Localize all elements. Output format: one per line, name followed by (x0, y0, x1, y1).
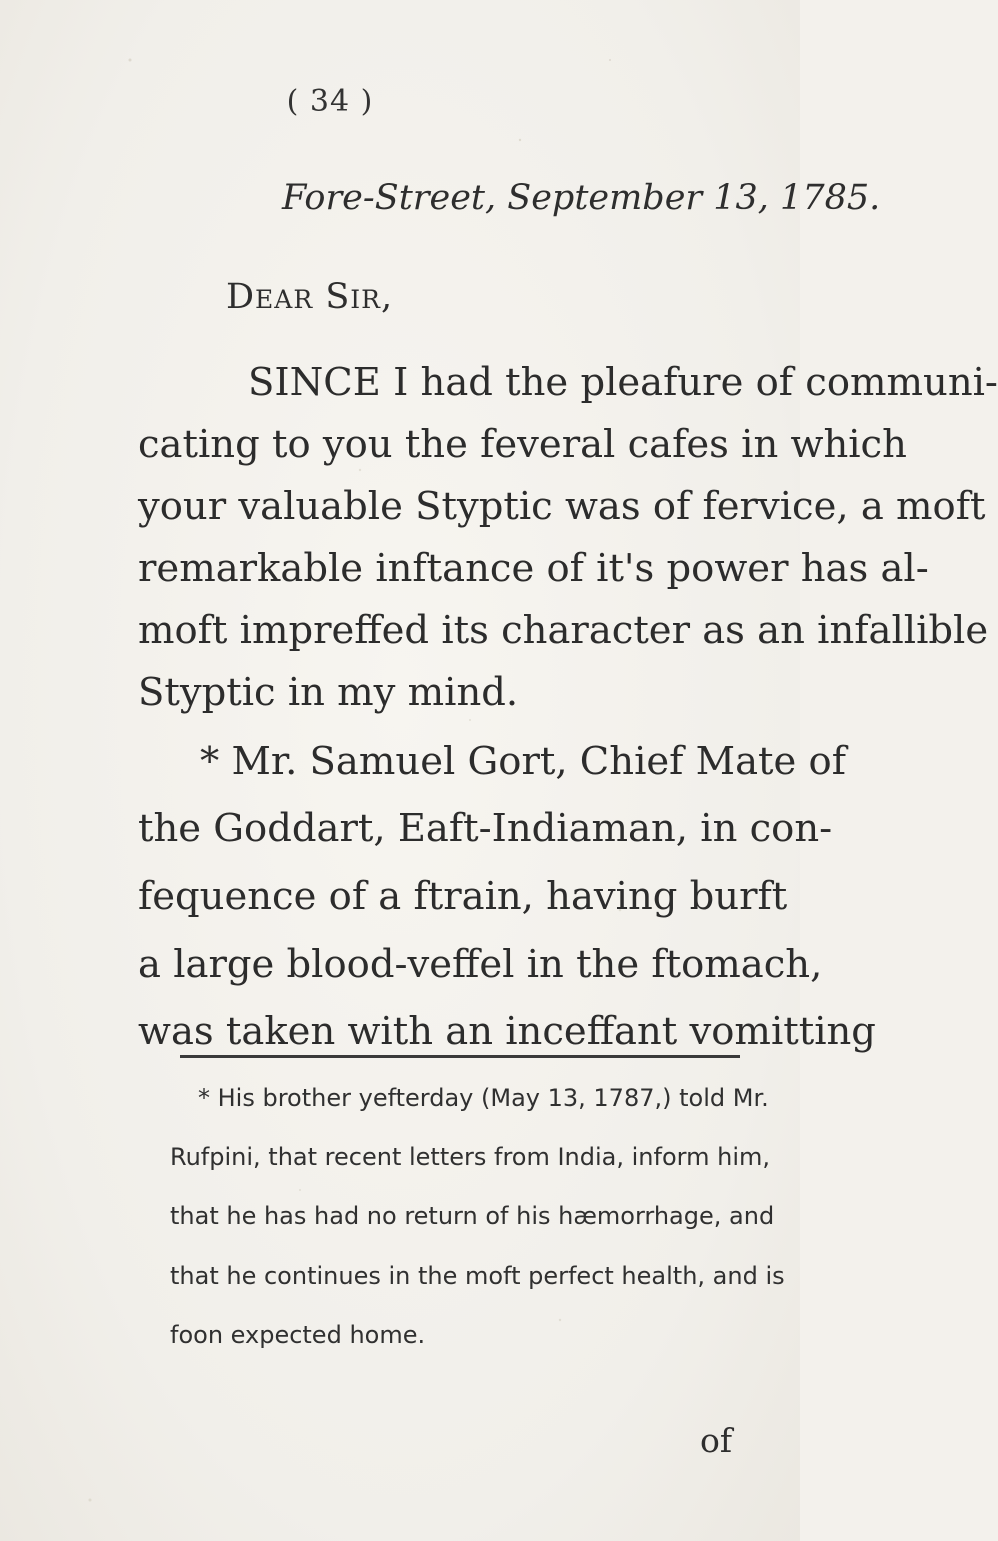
footnote-line: Rufpini, that recent letters from India, inform him, (170, 1143, 770, 1171)
body-line: your valuable Styptic was of fervice, a moft (138, 484, 986, 529)
body-line: Styptic in my mind. (138, 670, 519, 715)
body-line: was taken with an inceffant vomitting (138, 1009, 876, 1054)
footnote-line: foon expected home. (170, 1321, 426, 1349)
footnote-line: that he has had no return of his hæmorrhage, and (170, 1202, 775, 1230)
body-line: * Mr. Samuel Gort, Chief Mate of (200, 739, 846, 784)
letter-salutation: Dear Sir, (226, 277, 394, 317)
footnote-rule (180, 1055, 740, 1058)
body-line: the Goddart, Eaft-Indiaman, in con- (138, 806, 833, 851)
page-number: ( 34 ) (286, 84, 374, 119)
body-line: remarkable inftance of it's power has al- (138, 546, 929, 591)
catchword: of (700, 1421, 733, 1460)
footnote-line: that he continues in the moft perfect health, and is (170, 1262, 785, 1290)
body-line: fequence of a ftrain, having burft (138, 874, 788, 919)
footnote-line: * His brother yefterday (May 13, 1787,) told Mr. (198, 1084, 769, 1112)
body-line: a large blood-veffel in the ftomach, (138, 942, 823, 987)
letter-dateline: Fore-Street, September 13, 1785. (282, 178, 881, 218)
body-line: moft impreffed its character as an infallible (138, 608, 989, 653)
body-line: cating to you the feveral cafes in which (138, 422, 907, 467)
body-line: SINCE I had the pleafure of communi- (248, 360, 998, 405)
